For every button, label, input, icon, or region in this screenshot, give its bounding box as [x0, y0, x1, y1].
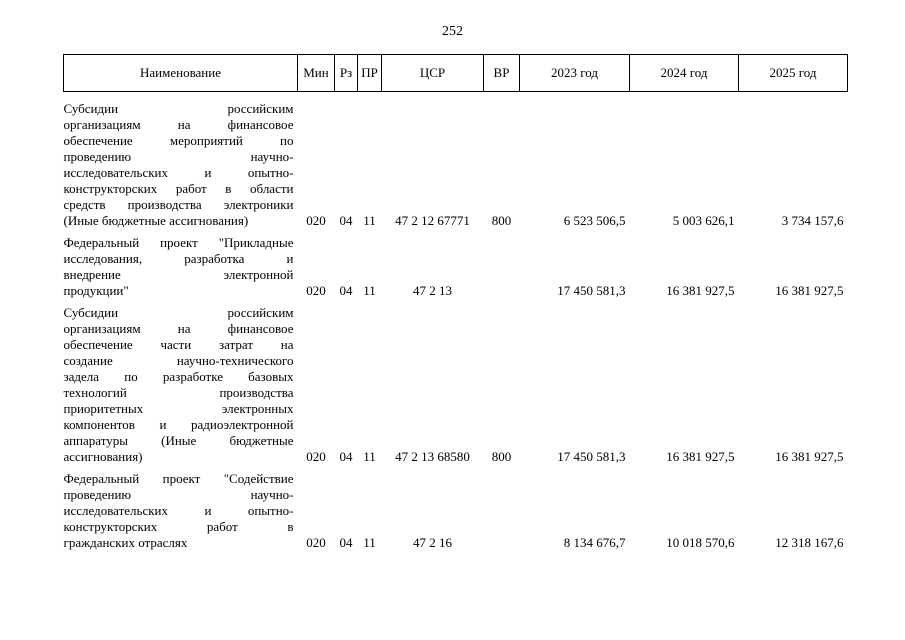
row-csr: 47 2 13 68580 — [395, 449, 470, 464]
row-vr: 800 — [491, 213, 512, 228]
table-header-row — [64, 55, 848, 92]
row-pr: 11 — [363, 213, 376, 228]
row-rz: 04 — [339, 213, 353, 228]
row-2023: 17 450 581,3 — [557, 283, 626, 298]
table-row — [64, 299, 848, 465]
row-name-line: гражданских отраслях — [63, 535, 188, 550]
row-name-line: обеспечение мероприятий по — [63, 133, 294, 148]
row-name-line: конструкторских работ в — [63, 519, 294, 534]
row-name-line: исследовательских и опытно- — [63, 503, 294, 518]
row-name-line: ассигнования) — [63, 449, 143, 464]
row-2025: 16 381 927,5 — [775, 449, 844, 464]
row-min: 020 — [306, 535, 326, 550]
header-2025: 2025 год — [739, 55, 848, 92]
row-name-line: средств производства электроники — [63, 197, 294, 212]
row-name-line: (Иные бюджетные ассигнования) — [63, 213, 249, 228]
row-min: 020 — [306, 283, 326, 298]
header-csr: ЦСР — [382, 55, 484, 92]
row-name — [64, 465, 298, 551]
table-row — [64, 92, 848, 230]
row-name-line: создание научно-технического — [63, 353, 294, 368]
row-name-line: организациям на финансовое — [63, 321, 294, 336]
row-name-line: Федеральный проект "Содействие — [63, 471, 294, 486]
row-pr: 11 — [363, 283, 376, 298]
header-rz: Рз — [335, 55, 358, 92]
row-name-line: продукции" — [63, 283, 129, 298]
table-body — [64, 92, 848, 552]
row-2023: 6 523 506,5 — [563, 213, 626, 228]
row-csr: 47 2 13 — [413, 283, 452, 298]
row-2023: 17 450 581,3 — [557, 449, 626, 464]
row-2024: 10 018 570,6 — [666, 535, 735, 550]
row-vr: 800 — [491, 449, 512, 464]
row-2024: 16 381 927,5 — [666, 283, 735, 298]
row-name — [64, 92, 298, 230]
header-min: Мин — [298, 55, 335, 92]
row-pr: 11 — [363, 535, 376, 550]
row-name-line: внедрение электронной — [63, 267, 294, 282]
row-name-line: организациям на финансовое — [63, 117, 294, 132]
row-2025: 16 381 927,5 — [775, 283, 844, 298]
row-2025: 3 734 157,6 — [781, 213, 844, 228]
row-min: 020 — [306, 449, 326, 464]
row-name-line: исследовательских и опытно- — [63, 165, 294, 180]
budget-table — [63, 54, 848, 551]
header-2024: 2024 год — [630, 55, 739, 92]
row-name-line: проведению научно- — [63, 487, 294, 502]
table-row — [64, 465, 848, 551]
header-2023: 2023 год — [520, 55, 630, 92]
row-name — [64, 229, 298, 299]
row-name-line: приоритетных электронных — [63, 401, 294, 416]
row-pr: 11 — [363, 449, 376, 464]
header-vr: ВР — [484, 55, 520, 92]
table-row — [64, 229, 848, 299]
row-name-line: компонентов и радиоэлектронной — [63, 417, 294, 432]
row-csr: 47 2 16 — [413, 535, 452, 550]
header-name: Наименование — [64, 55, 298, 92]
row-name-line: исследования, разработка и — [63, 251, 294, 266]
row-vr — [484, 229, 520, 299]
row-csr: 47 2 12 67771 — [395, 213, 470, 228]
row-rz: 04 — [339, 535, 353, 550]
row-name-line: конструкторских работ в области — [63, 181, 294, 196]
row-name-line: технологий производства — [63, 385, 294, 400]
row-rz: 04 — [339, 283, 353, 298]
row-name-line: Федеральный проект "Прикладные — [63, 235, 294, 250]
row-name-line: Субсидии российским — [63, 101, 294, 116]
row-2024: 16 381 927,5 — [666, 449, 735, 464]
row-name-line: обеспечение части затрат на — [63, 337, 294, 352]
header-pr: ПР — [358, 55, 382, 92]
row-rz: 04 — [339, 449, 353, 464]
page-number: 252 — [442, 24, 463, 39]
row-name-line: аппаратуры (Иные бюджетные — [63, 433, 294, 448]
row-2023: 8 134 676,7 — [563, 535, 626, 550]
row-min: 020 — [306, 213, 326, 228]
row-name — [64, 299, 298, 465]
row-name-line: задела по разработке базовых — [63, 369, 294, 384]
row-2024: 5 003 626,1 — [672, 213, 735, 228]
row-vr — [484, 465, 520, 551]
row-name-line: Субсидии российским — [63, 305, 294, 320]
row-name-line: проведению научно- — [63, 149, 294, 164]
row-2025: 12 318 167,6 — [775, 535, 844, 550]
